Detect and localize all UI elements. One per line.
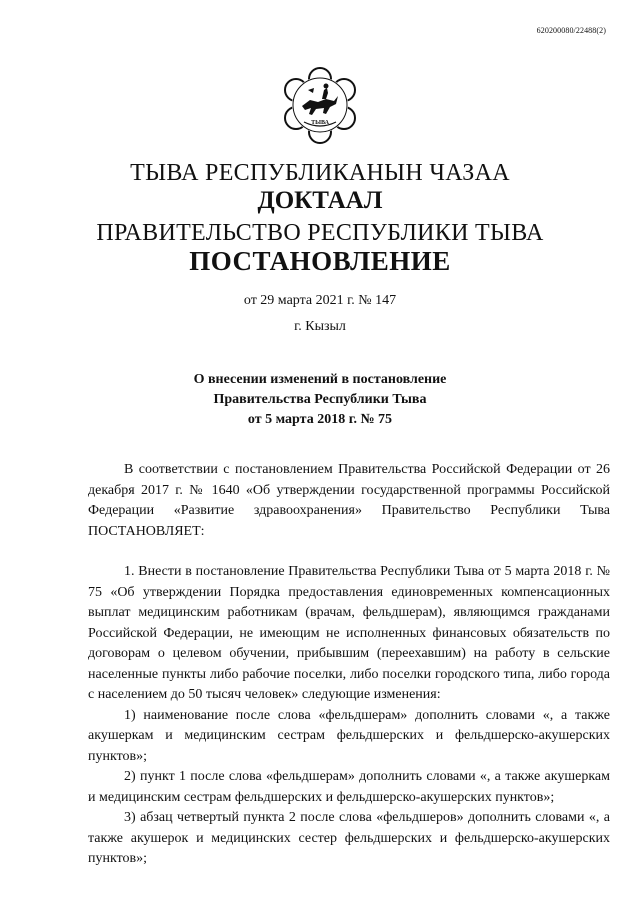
document-body (88, 460, 610, 870)
subitem-2-paragraph: 2) пункт 1 после слова «фельдшерам» дополнить словами «, а также акушеркам и медицинским сестрам фельдшерских и фельдшерско-акушерских пунктов»; (88, 769, 610, 805)
subitem-3-paragraph: 3) абзац четвертый пункта 2 после слова «фельдшеров» дополнить словами «, а также акушерок и медицинских сестер фельдшерских и фельдшерско-акушерских пунктов»; (88, 810, 610, 866)
document-city: г. Кызыл (294, 319, 346, 334)
republic-emblem-icon (280, 66, 360, 146)
document-subject (0, 370, 640, 430)
document-type-russian: ПОСТАНОВЛЕНИЕ (189, 246, 451, 276)
document-date: от 29 марта 2021 г. № 147 (243, 293, 397, 308)
item-1-paragraph: 1. Внести в постановление Правительства Республики Тыва от 5 марта 2018 г. № 75 «Об утверждении Порядка предоставления единовременных компенсационных выплат медицинским работникам (врачам, фельдшерам), являющимся гражданами Российской Федерации, не имеющим не исполненных финансовых обязательств по договорам о целевом обучении, прибывшим (переехавшим) на работу в сельские населенные пункты либо рабочие поселки, либо поселки городского типа, либо города с населением до 50 тысяч человек» следующие изменения: (88, 564, 610, 702)
subitem-1-paragraph: 1) наименование после слова «фельдшерам» дополнить словами «, а также акушеркам и медицинским сестрам фельдшерских и фельдшерско-акушерских пунктов»; (88, 707, 610, 764)
emblem-label: ТЫВА (311, 120, 329, 126)
subject-line: Правительства Республики Тыва (213, 392, 427, 407)
subject-line: О внесении изменений в постановление (193, 372, 447, 387)
header-title-tyvan: ТЫВА РЕСПУБЛИКАНЫН ЧАЗАА (130, 160, 510, 186)
header-title-russian: ПРАВИТЕЛЬСТВО РЕСПУБЛИКИ ТЫВА (96, 220, 544, 246)
subject-line: от 5 марта 2018 г. № 75 (247, 412, 393, 427)
document-id: 620200080/22488(2) (536, 26, 606, 35)
document-type-tyvan: ДОКТААЛ (257, 187, 383, 214)
preamble-paragraph: В соответствии с постановлением Правительства Российской Федерации от 26 декабря 2017 г. № 1640 «Об утверждении государственной программы Российской Федерации «Развитие здравоохранения» Правительство Республики Тыва ПОСТАНОВЛЯЕТ: (88, 462, 610, 539)
